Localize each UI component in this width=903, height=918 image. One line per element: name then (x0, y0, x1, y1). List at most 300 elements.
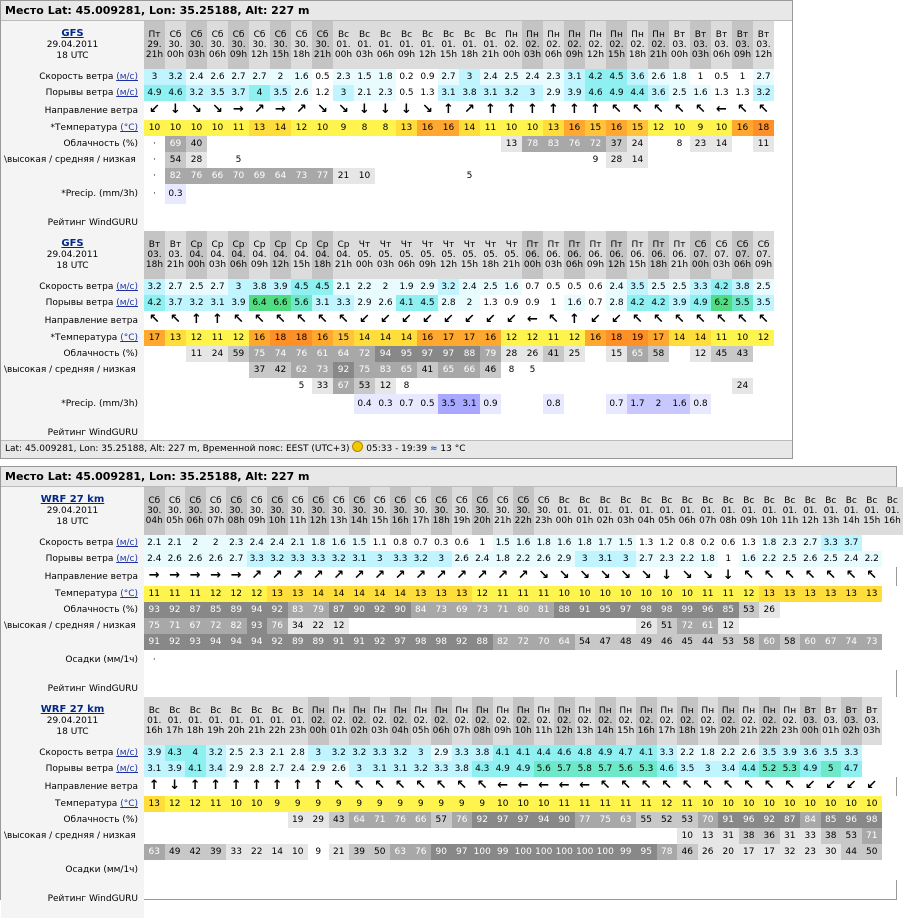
temperature-cell: 9 (472, 796, 493, 812)
wind-gusts-cell: 4.1 (396, 295, 417, 311)
forecast-table (1, 21, 774, 242)
unit-link[interactable]: (°C) (120, 589, 138, 599)
cloud-high-cell: 76 (291, 346, 312, 362)
wind-speed-cell: 4.5 (606, 69, 627, 85)
wind-gusts-row (1, 551, 903, 567)
wind-gusts-label: Порывы ветра (м/с) (1, 295, 144, 311)
temperature-cell: 13 (144, 796, 165, 812)
cloud-high-cell: 76 (390, 812, 411, 828)
time-header: Сб 30. 09h (247, 487, 268, 535)
wind-speed-cell: 1.1 (370, 535, 391, 551)
cloud-mid-cell (144, 362, 165, 378)
cloud-low-cell: 60 (800, 634, 821, 650)
wind-arrow-icon: ↖ (825, 568, 837, 583)
wind-speed-cell: 2.1 (333, 279, 354, 295)
cloud-high-cell (226, 812, 247, 828)
cloud-low-cell (417, 168, 438, 184)
cloud-mid-cell (333, 152, 354, 168)
cloud-high-cell (821, 602, 842, 618)
time-header: Сб 30. 13h (329, 487, 350, 535)
time-header: Вс 01. 15h (862, 487, 883, 535)
temperature-label: Температура (°C) (1, 586, 144, 602)
cloud-mid-cell (585, 362, 606, 378)
wind-gusts-cell: 0.9 (522, 295, 543, 311)
temperature-cell: 10 (739, 796, 760, 812)
time-header: Пн 02. 22h (759, 697, 780, 745)
wind-gusts-cell: 5.6 (534, 761, 555, 777)
time-header: Пт 06. 03h (543, 231, 564, 279)
wind-gusts-cell: 2.6 (329, 761, 350, 777)
wind-arrow-icon: ↖ (611, 102, 622, 117)
cloud-low-cell: 64 (270, 168, 291, 184)
precip-cell (739, 860, 760, 880)
wind-direction-cell (354, 101, 375, 120)
precip-cell: 0.5 (417, 394, 438, 414)
unit-link[interactable]: (м/с) (116, 538, 138, 548)
wind-direction-cell (417, 101, 438, 120)
cloud-high-cell: 14 (711, 136, 732, 152)
wind-direction-cell (690, 311, 711, 330)
unit-link[interactable]: (°C) (120, 799, 138, 809)
wind-speed-cell: 2.6 (739, 745, 760, 761)
wind-speed-cell: 2.4 (522, 69, 543, 85)
temperature-cell: 9 (288, 796, 309, 812)
wind-speed-cell: 2.5 (226, 745, 247, 761)
wind-direction-cell (554, 777, 575, 796)
cloud-high-cell (780, 602, 801, 618)
cloud-mid-cell (452, 618, 473, 634)
precip-cell (333, 394, 354, 414)
cloud-mid-cell (247, 828, 268, 844)
temperature-cell: 10 (800, 796, 821, 812)
wind-direction-cell (247, 777, 268, 796)
cloud-mid-cell (862, 618, 883, 634)
time-header: Вс 01. 03h (616, 487, 637, 535)
wind-gusts-cell: 2.7 (636, 551, 657, 567)
time-header: Вс 01. 16h (882, 487, 903, 535)
wind-direction-cell (657, 777, 678, 796)
time-header: Вс 01. 09h (396, 21, 417, 69)
wind-direction-cell (459, 101, 480, 120)
unit-link[interactable]: (м/с) (116, 764, 138, 774)
wind-direction-cell (759, 777, 780, 796)
wind-direction-cell (862, 567, 883, 586)
cloud-mid-cell (616, 828, 637, 844)
time-header: Вт 03. 03h (690, 21, 711, 69)
wind-gusts-cell: 3.3 (288, 551, 309, 567)
cloud-high-cell: 28 (501, 346, 522, 362)
cloud-high-cell: 85 (821, 812, 842, 828)
temperature-cell: 10 (165, 120, 186, 136)
wind-speed-cell: 2.3 (247, 745, 268, 761)
precip-cell (288, 650, 309, 670)
precip-cell (354, 184, 375, 204)
time-header: Вс 01. 18h (185, 697, 206, 745)
cloud-mid-cell: 34 (288, 618, 309, 634)
cloud-mid-cell (354, 152, 375, 168)
wind-arrow-icon: ↘ (599, 568, 611, 583)
precip-cell (390, 650, 411, 670)
cloud-high-cell: 64 (349, 812, 370, 828)
time-header: Пн 02. 12h (585, 21, 606, 69)
temperature-cell: 14 (329, 586, 350, 602)
unit-link[interactable]: (м/с) (116, 282, 138, 292)
cloud-low-cell: 97 (452, 844, 473, 860)
unit-link[interactable]: (м/с) (116, 72, 138, 82)
wind-gusts-cell (882, 551, 903, 567)
cloud-high-cell: 26 (522, 346, 543, 362)
temperature-cell: 16 (606, 120, 627, 136)
cloud-mid-cell (711, 362, 732, 378)
time-header: Пн 02. 18h (627, 21, 648, 69)
cloud-low-cell (501, 168, 522, 184)
cloud-mid-cell (165, 828, 186, 844)
time-header: Пн 02. 13h (575, 697, 596, 745)
time-header: Сб 07. 03h (711, 231, 732, 279)
wind-direction-cell (452, 777, 473, 796)
precip-cell (732, 394, 753, 414)
wind-arrow-icon: ↘ (620, 568, 632, 583)
cloud-high-cell (312, 136, 333, 152)
wrf-panel (0, 466, 901, 904)
wind-direction-cell (480, 311, 501, 330)
cloud-low-cell: 100 (554, 844, 575, 860)
wind-arrow-icon: ↙ (464, 312, 475, 327)
cloud-mid-cell: 22 (308, 618, 329, 634)
cloud-high-label: Облачность (%) (1, 812, 144, 828)
time-header: Вс 01. 22h (267, 697, 288, 745)
wind-speed-cell: 0.5 (564, 279, 585, 295)
wind-gusts-cell: 5.7 (595, 761, 616, 777)
temperature-cell: 12 (657, 796, 678, 812)
temperature-cell: 13 (249, 120, 270, 136)
wind-speed-cell: 3.2 (165, 69, 186, 85)
time-header: Вс 01. 12h (800, 487, 821, 535)
wind-gusts-cell: 4.2 (648, 295, 669, 311)
temperature-cell: 13 (452, 586, 473, 602)
precip-cell (207, 394, 228, 414)
wind-arrow-icon: ↓ (661, 568, 673, 583)
time-header: Пн 02. 23h (780, 697, 801, 745)
time-header: Сб 30. 16h (390, 487, 411, 535)
temperature-row (1, 330, 774, 346)
wind-direction-cell (513, 777, 534, 796)
wind-arrow-icon: ↗ (456, 568, 468, 583)
rating-row (1, 880, 903, 918)
wind-arrow-icon: ↙ (422, 312, 433, 327)
cloud-low-cell: 100 (472, 844, 493, 860)
wind-speed-cell: 0.3 (431, 535, 452, 551)
wind-gusts-cell: 2.5 (780, 551, 801, 567)
model-link[interactable]: WRF 27 km (40, 494, 105, 505)
cloud-mid-cell: 26 (636, 618, 657, 634)
wind-speed-cell: 2.4 (267, 535, 288, 551)
temperature-cell: 10 (616, 586, 637, 602)
wind-arrow-icon: ↖ (737, 312, 748, 327)
time-header: Пн 02. 00h (308, 697, 329, 745)
precip-cell: 0.4 (354, 394, 375, 414)
cloud-high-cell: 64 (333, 346, 354, 362)
wind-arrow-icon: ↖ (435, 778, 447, 793)
precip-cell (207, 184, 228, 204)
temperature-cell: 9 (349, 796, 370, 812)
cloud-mid-cell (267, 828, 288, 844)
temperature-cell: 11 (554, 796, 575, 812)
cloud-mid-label: \высокая / средняя / низкая (1, 618, 144, 634)
temperature-cell: 12 (564, 330, 585, 346)
cloud-high-cell: 96 (841, 812, 862, 828)
cloud-mid-cell (417, 152, 438, 168)
unit-link[interactable]: (м/с) (116, 298, 138, 308)
wind-speed-cell: 0.7 (522, 279, 543, 295)
cloud-high-cell (732, 136, 753, 152)
cloud-mid-cell (648, 152, 669, 168)
model-link[interactable]: GFS (61, 28, 84, 39)
precip-cell (882, 860, 903, 880)
wind-speed-cell: 2.4 (480, 69, 501, 85)
wind-gusts-cell: 3.4 (718, 761, 739, 777)
cloud-mid-cell (575, 828, 596, 844)
wind-arrow-icon: ↑ (548, 102, 559, 117)
temperature-cell: 11 (228, 120, 249, 136)
unit-link[interactable]: (м/с) (116, 748, 138, 758)
forecast-table (1, 697, 903, 918)
wind-speed-cell: 4 (185, 745, 206, 761)
model-date: 29.04.2011 (46, 506, 99, 516)
wind-direction-cell (390, 567, 411, 586)
cloud-low-cell: 49 (165, 844, 186, 860)
unit-link[interactable]: (м/с) (116, 554, 138, 564)
cloud-high-cell: 71 (370, 812, 391, 828)
precip-cell (759, 650, 780, 670)
time-header: Сб 30. 22h (513, 487, 534, 535)
wind-speed-cell (862, 745, 883, 761)
cloud-mid-cell (370, 618, 391, 634)
temperature-cell: 13 (800, 586, 821, 602)
cloud-high-cell (375, 136, 396, 152)
sea-wave-icon: ≈ (430, 444, 438, 454)
cloud-high-row (1, 602, 903, 618)
precip-cell (186, 394, 207, 414)
wind-gusts-cell: 2.9 (543, 85, 564, 101)
wind-speed-cell: 1.8 (669, 69, 690, 85)
cloud-high-cell (185, 812, 206, 828)
wind-arrow-icon: ↙ (611, 312, 622, 327)
time-header: Сб 30. 00h (165, 21, 186, 69)
time-header: Вт 03. 21h (165, 231, 186, 279)
cloud-low-cell (690, 378, 711, 394)
wind-arrow-icon: ↗ (254, 102, 265, 117)
wind-gusts-cell: 2.9 (226, 761, 247, 777)
cloud-high-cell: 79 (308, 602, 329, 618)
unit-link[interactable]: (°C) (120, 333, 138, 343)
precip-cell (554, 650, 575, 670)
cloud-low-cell: 93 (185, 634, 206, 650)
wind-gusts-cell: 3.1 (438, 85, 459, 101)
time-header: Пн 02. 21h (648, 21, 669, 69)
wind-gusts-cell: 3.5 (677, 761, 698, 777)
time-header: Вс 01. 20h (226, 697, 247, 745)
wind-arrow-icon: ↑ (251, 778, 263, 793)
precip-cell (186, 184, 207, 204)
cloud-low-cell: 10 (354, 168, 375, 184)
cloud-high-cell (648, 136, 669, 152)
cloud-mid-label: \высокая / средняя / низкая (1, 152, 144, 168)
wind-arrow-icon: ↖ (784, 568, 796, 583)
wind-gusts-cell: 2.8 (606, 295, 627, 311)
time-header: Вс 01. 19h (206, 697, 227, 745)
wind-gusts-cell: 3.9 (228, 295, 249, 311)
wind-arrow-icon: → (275, 102, 286, 117)
wind-speed-label: Скорость ветра (м/с) (1, 535, 144, 551)
time-header: Вс 01. 06h (375, 21, 396, 69)
cloud-low-cell: 50 (370, 844, 391, 860)
wind-arrow-icon: ↑ (191, 312, 202, 327)
wind-direction-cell (431, 777, 452, 796)
precip-cell (677, 860, 698, 880)
temperature-cell: 18 (291, 330, 312, 346)
wind-direction-cell (732, 101, 753, 120)
wind-arrow-icon: ↖ (743, 568, 755, 583)
wind-arrow-icon: ↑ (443, 102, 454, 117)
temperature-cell: 12 (522, 330, 543, 346)
cloud-low-cell: 98 (411, 634, 432, 650)
wind-direction-cell (144, 777, 165, 796)
time-header: Сб 30. 03h (186, 21, 207, 69)
temperature-cell: 10 (247, 796, 268, 812)
wind-gusts-cell: 3.2 (186, 85, 207, 101)
precip-cell (144, 860, 165, 880)
precip-cell (513, 650, 534, 670)
cloud-low-cell (585, 168, 606, 184)
wind-direction-cell (780, 777, 801, 796)
cloud-high-cell: 97 (616, 602, 637, 618)
wind-direction-cell (185, 567, 206, 586)
cloud-low-cell: 5 (291, 378, 312, 394)
wind-direction-cell (711, 311, 732, 330)
wind-speed-cell: 4.9 (595, 745, 616, 761)
wind-arrow-icon: ↖ (722, 778, 734, 793)
wind-speed-cell: 4.7 (616, 745, 637, 761)
time-header: Пн 02. 15h (616, 697, 637, 745)
wind-direction-cell (396, 311, 417, 330)
wind-arrow-icon: ↑ (148, 778, 160, 793)
precip-cell: 3.5 (438, 394, 459, 414)
wind-direction-cell (411, 777, 432, 796)
cloud-low-cell: 82 (165, 168, 186, 184)
cloud-low-cell (882, 844, 903, 860)
cloud-low-cell: 94 (247, 634, 268, 650)
wind-direction-cell (228, 311, 249, 330)
temperature-cell: 12 (472, 586, 493, 602)
cloud-low-cell: 78 (657, 844, 678, 860)
precip-cell (165, 650, 186, 670)
precip-cell (606, 184, 627, 204)
temperature-cell: 11 (534, 586, 555, 602)
wind-speed-cell: 0.5 (543, 279, 564, 295)
wind-speed-cell: 3.8 (249, 279, 270, 295)
precip-cell (554, 860, 575, 880)
cloud-high-cell: 94 (375, 346, 396, 362)
model-link[interactable]: WRF 27 km (40, 704, 105, 715)
wind-gusts-cell: 5.3 (636, 761, 657, 777)
cloud-mid-row (1, 362, 774, 378)
wind-speed-cell: 1.5 (493, 535, 514, 551)
wind-speed-cell: 2.7 (207, 279, 228, 295)
cloud-low-cell: 66 (207, 168, 228, 184)
wind-direction-cell (312, 101, 333, 120)
wind-direction-cell (333, 311, 354, 330)
cloud-high-cell: 89 (226, 602, 247, 618)
cloud-high-cell: 93 (144, 602, 165, 618)
temperature-cell: 10 (575, 586, 596, 602)
cloud-low-cell: 58 (739, 634, 760, 650)
wind-speed-cell: 3.3 (690, 279, 711, 295)
wind-gusts-cell: 3.2 (753, 85, 774, 101)
precip-cell (575, 860, 596, 880)
temperature-cell: 10 (144, 120, 165, 136)
cloud-low-cell: 9 (308, 844, 329, 860)
model-cell (1, 231, 144, 279)
unit-link[interactable]: (м/с) (116, 88, 138, 98)
cloud-low-cell (480, 378, 501, 394)
cloud-high-cell (417, 136, 438, 152)
cloud-mid-cell: 82 (226, 618, 247, 634)
model-cell (1, 697, 144, 745)
wind-direction-cell (534, 567, 555, 586)
wind-gusts-cell: 1.6 (690, 85, 711, 101)
wind-speed-row (1, 279, 774, 295)
wind-gusts-cell: 2.2 (677, 551, 698, 567)
time-header: Вт 03. 00h (669, 21, 690, 69)
wind-gusts-cell: 2.2 (759, 551, 780, 567)
cloud-mid-cell (595, 618, 616, 634)
wind-direction-cell (657, 567, 678, 586)
cloud-mid-cell: 38 (821, 828, 842, 844)
wind-gusts-cell: 3.9 (564, 85, 585, 101)
model-link[interactable]: GFS (61, 238, 84, 249)
time-header: Сб 30. 04h (144, 487, 165, 535)
wind-direction-cell (249, 311, 270, 330)
wind-gusts-cell: 4.1 (185, 761, 206, 777)
wind-speed-cell: 2.5 (186, 279, 207, 295)
temperature-cell: 10 (698, 796, 719, 812)
cloud-high-cell: 87 (329, 602, 350, 618)
wind-arrow-icon: ↑ (271, 778, 283, 793)
unit-link[interactable]: (°C) (120, 123, 138, 133)
wind-speed-cell: 4.4 (534, 745, 555, 761)
wind-direction-cell (247, 567, 268, 586)
wind-arrow-icon: ← (579, 778, 591, 793)
cloud-mid-cell (595, 828, 616, 844)
cloud-low-cell: 76 (186, 168, 207, 184)
time-header: Вс 01. 06h (677, 487, 698, 535)
location-footer (1, 440, 792, 458)
wind-direction-cell (821, 567, 842, 586)
cloud-high-cell: 91 (575, 602, 596, 618)
temperature-cell: 11 (144, 586, 165, 602)
wind-arrow-icon: ↘ (640, 568, 652, 583)
cloud-mid-cell (554, 618, 575, 634)
wind-gusts-cell: 2.4 (841, 551, 862, 567)
wind-arrow-icon: ↙ (380, 312, 391, 327)
time-header: Пн 02. 00h (501, 21, 522, 69)
time-header: Пн 02. 12h (554, 697, 575, 745)
wind-direction-cell (739, 567, 760, 586)
wind-gusts-cell: 2.9 (308, 761, 329, 777)
cloud-mid-cell (411, 828, 432, 844)
temperature-cell: 13 (288, 586, 309, 602)
